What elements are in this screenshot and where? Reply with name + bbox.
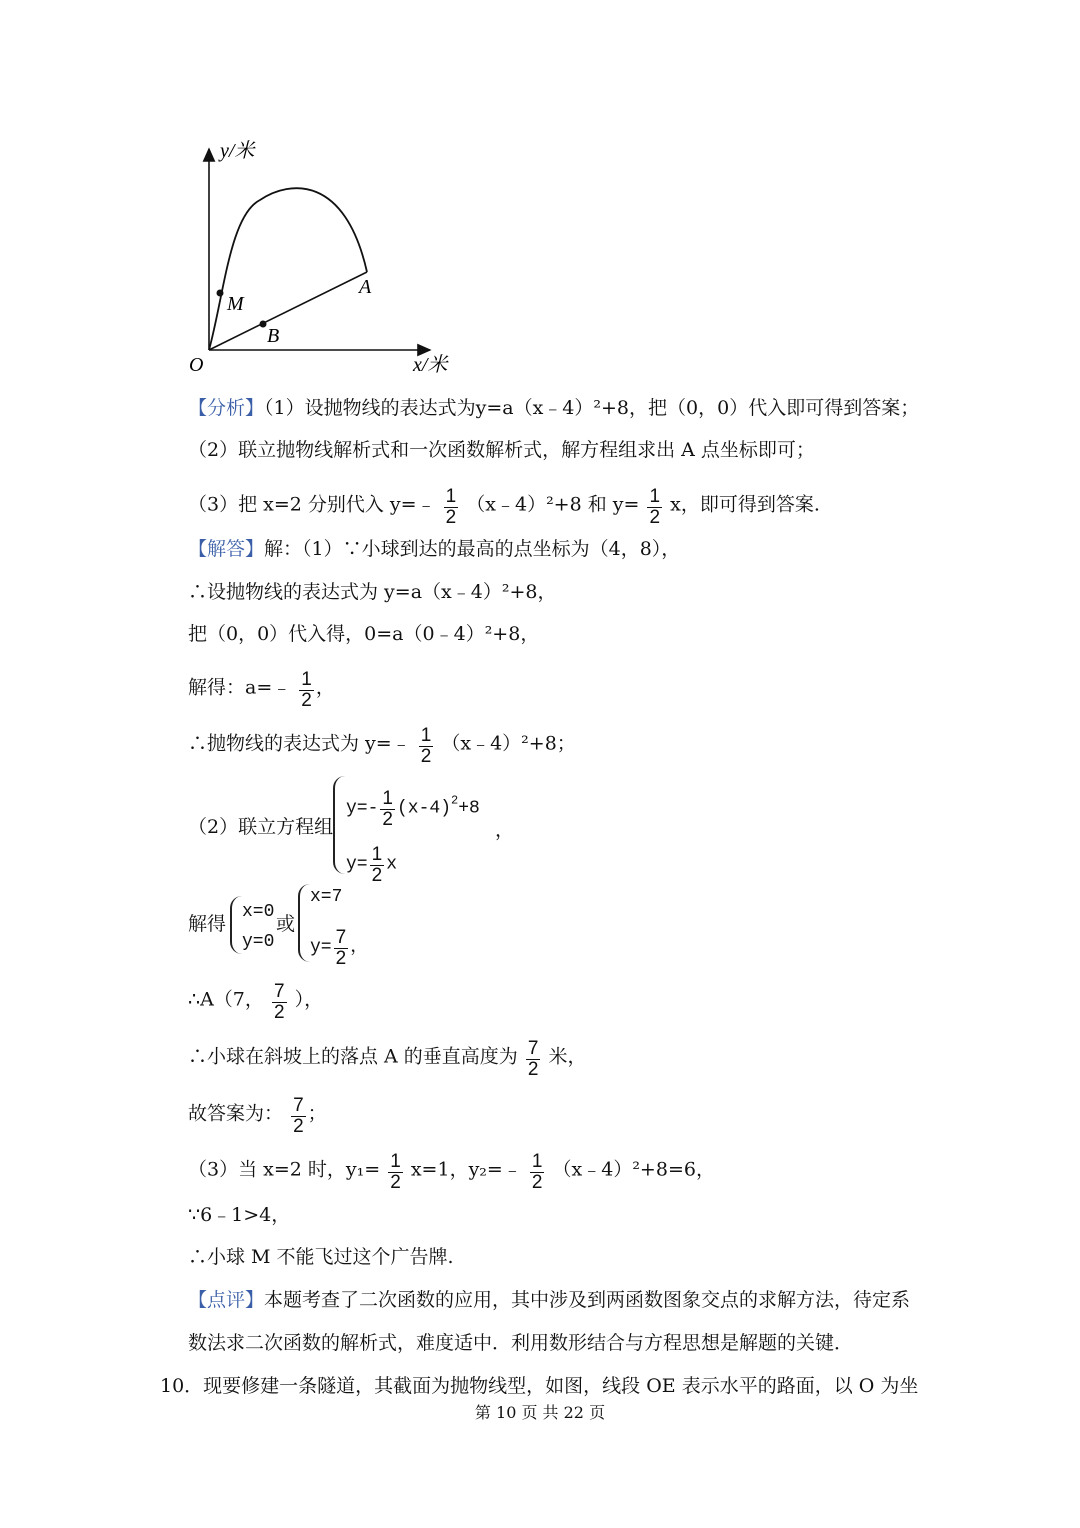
solution-line-5 [188, 724, 576, 765]
analysis-tag: 【分析】 [188, 397, 265, 419]
numerator: 1 [301, 669, 312, 690]
point-b [260, 321, 267, 328]
denominator: 2 [301, 690, 312, 711]
denominator: 2 [531, 1172, 543, 1193]
eq1-mid: (x-4) [396, 798, 451, 819]
fraction-half [388, 1152, 403, 1193]
parabola-figure [180, 135, 470, 380]
denominator: 2 [390, 1172, 401, 1193]
denominator: 2 [527, 1059, 539, 1080]
numerator: 7 [335, 927, 347, 948]
fraction-half [419, 726, 434, 767]
analysis-text-3b: （x﹣4）²+8 和 y= [466, 493, 640, 516]
analysis-text-1: （1）设抛物线的表达式为y=a（x﹣4）²+8，把（0，0）代入即可得到答案； [264, 397, 920, 419]
system-eq-2 [346, 843, 397, 884]
fraction-seven-half [334, 928, 349, 969]
comma: ， [495, 819, 515, 841]
fraction-half [299, 670, 314, 711]
solution-line-3: 把（0，0）代入得，0=a（0﹣4）²+8， [188, 623, 540, 645]
solution-line-2: ∴设抛物线的表达式为 y=a（x﹣4）²+8， [188, 581, 557, 603]
fraction-seven-half [272, 982, 287, 1023]
comment-tag: 【点评】 [188, 1289, 265, 1311]
point-m [217, 290, 224, 297]
solution-line-9 [188, 1037, 587, 1078]
solution-text-10: 故答案为： [188, 1102, 284, 1125]
page-footer: 第 10 页 共 22 页 [474, 1403, 606, 1422]
numerator: 1 [420, 725, 432, 746]
denominator: 2 [382, 809, 393, 830]
solution-line-7: 解得 [188, 913, 227, 935]
point-a-label: A [359, 276, 372, 298]
numerator: 1 [382, 788, 393, 809]
solution-brace-1 [230, 896, 242, 954]
solution-text-4: 解得：a=﹣ [188, 676, 292, 699]
solution-line-11 [188, 1150, 715, 1191]
numerator: 7 [527, 1038, 539, 1059]
solution-line-6: （2）联立方程组 [188, 816, 334, 838]
numerator: 1 [445, 486, 457, 507]
system-eq-1 [346, 787, 480, 828]
sol1-y: y=0 [242, 932, 275, 952]
x-axis-label: x/米 [413, 354, 448, 376]
analysis-line-2: （2）联立抛物线解析式和一次函数解析式，解方程组求出 A 点坐标即可； [188, 439, 815, 461]
analysis-line-1 [188, 396, 919, 420]
solution-line-1 [188, 537, 680, 561]
numerator: 7 [273, 981, 285, 1002]
fraction-seven-half [291, 1096, 306, 1137]
eq2-lhs: y= [346, 854, 368, 875]
system-brace [333, 776, 345, 874]
eq1-rhs: +8 [458, 798, 480, 819]
or-text: 或 [276, 913, 296, 935]
sol2-y-lhs: y= [310, 937, 332, 958]
numerator: 1 [649, 486, 661, 507]
solution-text-9b: 米， [548, 1045, 587, 1068]
parabola-curve [209, 188, 367, 350]
denominator: 2 [293, 1116, 304, 1137]
numerator: 7 [293, 1095, 304, 1116]
sol2-y: y= $\frac{7}{2}$ ， [310, 927, 369, 969]
fraction-half [370, 845, 385, 886]
solution-text-11a: （3）当 x=2 时，y₁= [188, 1158, 381, 1181]
comment-text-1: 本题考查了二次函数的应用，其中涉及到两函数图象交点的求解方法，待定系 [264, 1289, 911, 1311]
solution-text-1: 解：（1）∵小球到达的最高的点坐标为（4，8）， [264, 538, 681, 560]
fraction-half [380, 789, 395, 830]
denominator: 2 [335, 948, 347, 969]
solution-line-10: 故答案为： $\frac{7}{2}$ ； [188, 1095, 327, 1137]
eq1-lhs: y=- [346, 798, 379, 819]
y-axis-label: y/米 [220, 140, 255, 162]
point-b-label: B [267, 325, 280, 347]
fraction-half [444, 487, 459, 528]
analysis-text-3c: x，即可得到答案. [670, 493, 820, 516]
fraction-half [530, 1152, 545, 1193]
solution-line-8 [188, 980, 323, 1021]
solution-text-5a: ∴抛物线的表达式为 y=﹣ [188, 732, 411, 755]
solution-line-13: ∴小球 M 不能飞过这个广告牌. [188, 1246, 454, 1268]
exponent: 2 [451, 793, 459, 808]
solution-text-5b: （x﹣4）²+8； [441, 732, 576, 755]
fraction-half [647, 487, 662, 528]
denominator: 2 [273, 1002, 285, 1023]
solution-tag: 【解答】 [188, 538, 265, 560]
analysis-line-3 [188, 485, 820, 526]
solution-line-4: 解得：a=﹣ $\frac{1}{2}$ ， [188, 669, 335, 711]
numerator: 1 [390, 1151, 401, 1172]
comment-line-1 [188, 1288, 910, 1312]
denominator: 2 [371, 865, 383, 886]
solution-text-8b: ）， [294, 988, 324, 1011]
analysis-text-3a: （3）把 x=2 分别代入 y=﹣ [188, 493, 436, 516]
origin-label: O [189, 354, 204, 376]
point-m-label: M [227, 293, 244, 315]
solution-text-9a: ∴小球在斜坡上的落点 A 的垂直高度为 [188, 1045, 518, 1068]
denominator: 2 [649, 507, 661, 528]
denominator: 2 [445, 507, 457, 528]
comment-line-2: 数法求二次函数的解析式，难度适中．利用数形结合与方程思想是解题的关键． [188, 1332, 854, 1354]
solution-brace-2 [298, 884, 310, 962]
fraction-seven-half [526, 1039, 541, 1080]
numerator: 1 [531, 1151, 543, 1172]
sol2-x: x=7 [310, 887, 343, 907]
solution-line-12: ∵6﹣1>4， [188, 1204, 291, 1226]
solution-text-11b: x=1，y₂=﹣ [410, 1158, 522, 1181]
solution-text-8a: ∴A（7， [188, 988, 264, 1011]
denominator: 2 [420, 746, 432, 767]
solution-text-11c: （x﹣4）²+8=6， [552, 1158, 715, 1181]
sol1-x: x=0 [242, 902, 275, 922]
numerator: 1 [371, 844, 383, 865]
eq2-rhs: x [386, 854, 397, 875]
next-question: 10．现要修建一条隧道，其截面为抛物线型，如图，线段 OE 表示水平的路面，以 O 为坐 [160, 1375, 919, 1397]
